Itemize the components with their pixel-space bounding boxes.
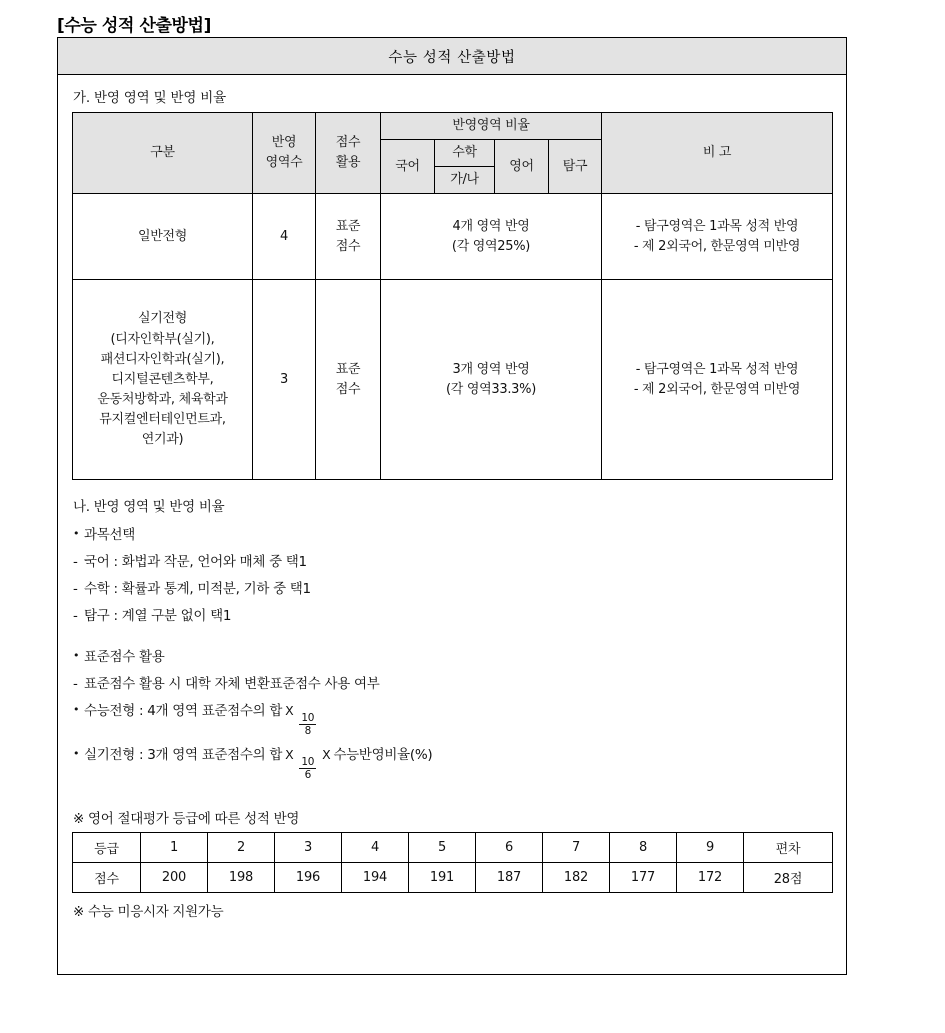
header-area-count xyxy=(253,113,316,194)
header-score-use xyxy=(316,113,381,194)
section-b-heading: 나. 반영 영역 및 반영 비율 xyxy=(73,499,225,516)
fraction-denominator: 6 xyxy=(304,769,311,782)
remark-line: - 제 2외국어, 한문영역 미반영 xyxy=(633,381,801,397)
header-score-use-line1: 점수 xyxy=(335,135,361,151)
table-row xyxy=(73,280,833,480)
score-use-line: 표준 xyxy=(335,361,361,377)
division-line: (디자인학부(실기), xyxy=(110,331,215,347)
row-area-count: 3 xyxy=(253,280,316,480)
score-use-line: 점수 xyxy=(335,238,361,254)
subject-select-item-math: - 수학 : 확률과 통계, 미적분, 기하 중 택1 xyxy=(73,580,832,598)
section-c xyxy=(72,807,832,920)
score-cell: 172 xyxy=(677,862,744,892)
row-label-score: 점수 xyxy=(73,862,141,892)
exam-absent-note: ※ 수능 미응시자 지원가능 xyxy=(73,903,224,920)
row-remarks xyxy=(602,280,833,480)
ratio-line: 3개 영역 반영 xyxy=(452,361,530,377)
header-score-use-line2: 활용 xyxy=(335,155,361,171)
grade-cell: 1 xyxy=(141,832,208,862)
header-inquiry: 탐구 xyxy=(549,140,602,194)
subject-select-item-korean: - 국어 : 화법과 작문, 언어와 매체 중 택1 xyxy=(73,553,832,571)
division-line: 실기전형 xyxy=(137,311,188,327)
row-area-count: 4 xyxy=(253,194,316,280)
document-body xyxy=(58,75,846,920)
score-use-line: 표준 xyxy=(335,218,361,234)
header-remarks: 비 고 xyxy=(602,113,833,194)
division-line: 운동처방학과, 체육학과 xyxy=(97,391,228,407)
formula-suneung-text: 수능전형 : 4개 영역 표준점수의 합 xyxy=(84,702,283,719)
remark-line: - 탐구영역은 1과목 성적 반영 xyxy=(635,361,799,377)
formula-suneung-multiply: X xyxy=(285,702,294,718)
table-row-grade xyxy=(73,832,833,862)
standard-score-note: - 표준점수 활용 시 대학 자체 변환표준점수 사용 여부 xyxy=(73,675,832,693)
header-math: 수학 xyxy=(435,140,495,167)
formula-silgi-fraction xyxy=(299,757,316,781)
score-cell: 191 xyxy=(409,862,476,892)
score-cell: 177 xyxy=(610,862,677,892)
table-row-score xyxy=(73,862,833,892)
subject-select-item-inquiry: - 탐구 : 계열 구분 없이 택1 xyxy=(73,607,832,625)
score-cell: 196 xyxy=(275,862,342,892)
section-b xyxy=(72,498,832,781)
score-cell: 194 xyxy=(342,862,409,892)
grade-cell: 8 xyxy=(610,832,677,862)
row-ratio xyxy=(381,194,602,280)
grade-cell: 6 xyxy=(476,832,543,862)
header-area-count-line1: 반영 xyxy=(271,135,297,151)
division-line: 일반전형 xyxy=(137,228,188,244)
table-row xyxy=(73,194,833,280)
table-header-row-1 xyxy=(73,113,833,140)
division-line: 패션디자인학과(실기), xyxy=(100,351,225,367)
header-english: 영어 xyxy=(495,140,549,194)
page-title: [수능 성적 산출방법] xyxy=(57,16,211,36)
grade-cell: 4 xyxy=(342,832,409,862)
score-cell: 182 xyxy=(543,862,610,892)
grade-cell: 9 xyxy=(677,832,744,862)
row-score-use xyxy=(316,194,381,280)
formula-silgi xyxy=(73,746,832,781)
formula-suneung xyxy=(73,702,832,737)
formula-silgi-suffix: 수능반영비율(%) xyxy=(333,746,433,763)
english-grade-table xyxy=(72,832,833,893)
subject-select-heading: • 과목선택 xyxy=(73,526,832,544)
header-division: 구분 xyxy=(73,113,253,194)
header-area-count-line2: 영역수 xyxy=(265,155,303,171)
row-ratio xyxy=(381,280,602,480)
ratio-line: (각 영역33.3%) xyxy=(446,381,536,397)
fraction-numerator: 10 xyxy=(301,755,315,768)
grade-cell: 7 xyxy=(543,832,610,862)
deviation-value: 28점 xyxy=(744,862,833,892)
formula-silgi-multiply-1: X xyxy=(285,746,294,762)
grade-cell: 5 xyxy=(409,832,476,862)
row-division xyxy=(73,280,253,480)
row-score-use xyxy=(316,280,381,480)
fraction-numerator: 10 xyxy=(301,711,315,724)
score-use-line: 점수 xyxy=(335,381,361,397)
deviation-label: 편차 xyxy=(744,832,833,862)
english-grade-note: ※ 영어 절대평가 등급에 따른 성적 반영 xyxy=(73,810,300,827)
formula-silgi-text: 실기전형 : 3개 영역 표준점수의 합 xyxy=(84,746,283,763)
ratio-line: (각 영역25%) xyxy=(451,238,531,254)
fraction-denominator: 8 xyxy=(304,725,311,738)
remark-line: - 탐구영역은 1과목 성적 반영 xyxy=(635,218,799,234)
score-cell: 198 xyxy=(208,862,275,892)
header-ratio-group: 반영영역 비율 xyxy=(381,113,602,140)
formula-silgi-multiply-2: X xyxy=(322,746,331,762)
list-spacer xyxy=(72,635,832,648)
banner-title: 수능 성적 산출방법 xyxy=(58,38,846,75)
formula-suneung-fraction xyxy=(299,713,316,737)
document-frame xyxy=(57,37,847,975)
standard-score-heading: • 표준점수 활용 xyxy=(73,648,832,666)
division-line: 디지털콘텐츠학부, xyxy=(111,371,214,387)
score-cell: 187 xyxy=(476,862,543,892)
row-division xyxy=(73,194,253,280)
score-cell: 200 xyxy=(141,862,208,892)
remark-line: - 제 2외국어, 한문영역 미반영 xyxy=(633,238,801,254)
division-line: 연기과) xyxy=(141,432,184,448)
header-math-sub: 가/나 xyxy=(435,167,495,194)
row-remarks xyxy=(602,194,833,280)
ratio-line: 4개 영역 반영 xyxy=(452,218,530,234)
grade-cell: 2 xyxy=(208,832,275,862)
header-korean: 국어 xyxy=(381,140,435,194)
row-label-grade: 등급 xyxy=(73,832,141,862)
reflection-ratio-table xyxy=(72,112,833,480)
section-a-heading: 가. 반영 영역 및 반영 비율 xyxy=(73,90,226,106)
division-line: 뮤지컬엔터테인먼트과, xyxy=(99,412,226,428)
grade-cell: 3 xyxy=(275,832,342,862)
